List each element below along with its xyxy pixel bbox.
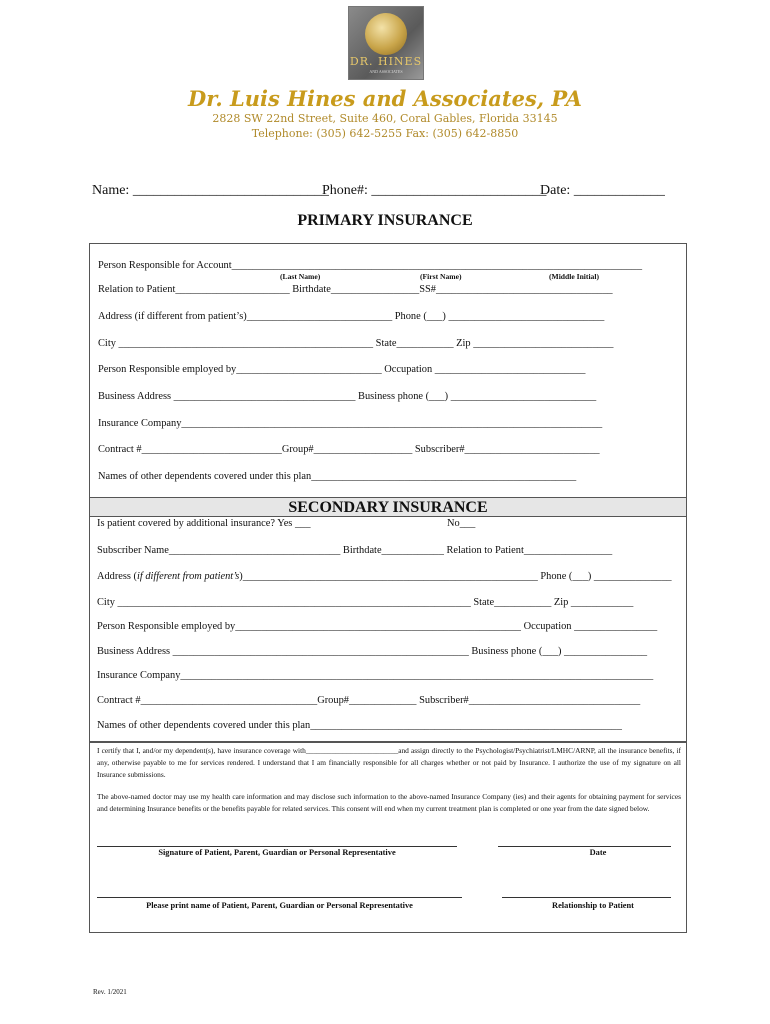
relationship-line[interactable] — [502, 897, 671, 898]
date-caption: Date — [589, 848, 607, 857]
seal-emblem-icon — [365, 13, 407, 55]
address-rest: )_________________________________________________________ Phone (___) _______________ — [239, 571, 672, 582]
logo-text: DR. HINES — [349, 55, 423, 68]
person-responsible-field[interactable]: Person Responsible for Account_______________________________________________________________________________ — [98, 260, 643, 271]
date-signature-line[interactable] — [498, 846, 671, 847]
phone-field[interactable]: Phone#: _________________________ — [322, 183, 547, 198]
primary-dependents-row[interactable]: Names of other dependents covered under this plan___________________________________________________ — [98, 471, 577, 482]
additional-insurance-no[interactable]: No___ — [447, 518, 476, 529]
primary-insurance-company-row[interactable]: Insurance Company_________________________________________________________________________________ — [98, 418, 603, 429]
primary-address-row[interactable]: Address (if different from patient’s)____________________________ Phone (___) ______________________________ — [98, 311, 605, 322]
primary-employed-row[interactable]: Person Responsible employed by____________________________ Occupation _____________________________ — [98, 364, 586, 375]
practice-name: Dr. Luis Hines and Associates, PA — [188, 86, 582, 111]
last-name-caption: (Last Name) — [280, 272, 321, 281]
secondary-insurance-title: SECONDARY INSURANCE — [89, 497, 687, 517]
subscriber-row[interactable]: Subscriber Name_________________________________ Birthdate____________ Relation to Patient_________________ — [97, 545, 613, 556]
secondary-business-row[interactable]: Business Address _________________________________________________________ Business phone (___) ________________ — [97, 646, 648, 657]
date-field[interactable]: Date: _____________ — [540, 183, 665, 198]
primary-city-row[interactable]: City _________________________________________________ State___________ Zip ___________________________ — [98, 338, 614, 349]
practice-phone: Telephone: (305) 642-5255 Fax: (305) 642-8850 — [251, 127, 519, 140]
practice-logo — [348, 6, 424, 80]
consent-paragraph-2: The above-named doctor may use my health care information and may disclose such information to the above-named Insurance Company (ies) and their agents for obtaining payment for services and determining Insurance benefits or the benefits payable for related services. This consent will end when my current treatment plan is completed or one year from the date signed below. — [97, 792, 681, 813]
relation-birthdate-ss-row[interactable]: Relation to Patient______________________ Birthdate_________________SS#__________________________________ — [98, 284, 613, 295]
address-italic-note: if different from patient’s — [136, 571, 240, 582]
primary-contract-row[interactable]: Contract #___________________________Group#___________________ Subscriber#__________________________ — [98, 444, 600, 455]
logo-subtext: AND ASSOCIATES — [369, 69, 403, 74]
first-name-caption: (First Name) — [420, 272, 462, 281]
signature-line[interactable] — [97, 846, 457, 847]
middle-initial-caption: (Middle Initial) — [549, 272, 599, 281]
consent-paragraph-1: I certify that I, and/or my dependent(s), have insurance coverage with_________________________and assign directly to the Psychologist/Psychiatrist/LMHC/ARNP, all the insurance benefits, if any, otherwise payable to me for services rendered. I understand that I am financially responsible for all charges whether or not paid by Insurance. I authorize the use of my signature on all Insurance submissions. — [97, 746, 681, 779]
additional-insurance-yes[interactable]: Is patient covered by additional insurance? Yes ___ — [97, 518, 311, 529]
relationship-caption: Relationship to Patient — [552, 901, 634, 910]
address-label: Address ( — [97, 571, 137, 582]
secondary-address-row[interactable] — [97, 571, 672, 582]
print-name-line[interactable] — [97, 897, 462, 898]
practice-address: 2828 SW 22nd Street, Suite 460, Coral Gables, Florida 33145 — [212, 112, 558, 125]
secondary-contract-row[interactable]: Contract #__________________________________Group#_____________ Subscriber#_________________________________ — [97, 695, 641, 706]
revision-note: Rev. 1/2021 — [93, 988, 127, 996]
signature-caption: Signature of Patient, Parent, Guardian or Personal Representative — [158, 848, 396, 857]
name-field[interactable]: Name: ____________________________ — [92, 183, 329, 198]
secondary-city-row[interactable]: City ____________________________________________________________________ State___________ Zip ____________ — [97, 597, 634, 608]
secondary-dependents-row[interactable]: Names of other dependents covered under this plan____________________________________________________________ — [97, 720, 622, 731]
print-name-caption: Please print name of Patient, Parent, Guardian or Personal Representative — [146, 901, 413, 910]
primary-insurance-title: PRIMARY INSURANCE — [297, 212, 473, 229]
secondary-insurance-company-row[interactable]: Insurance Company___________________________________________________________________________________________ — [97, 670, 654, 681]
primary-business-row[interactable]: Business Address ___________________________________ Business phone (___) ____________________________ — [98, 391, 597, 402]
secondary-employed-row[interactable]: Person Responsible employed by_______________________________________________________ Occupation ________________ — [97, 621, 658, 632]
